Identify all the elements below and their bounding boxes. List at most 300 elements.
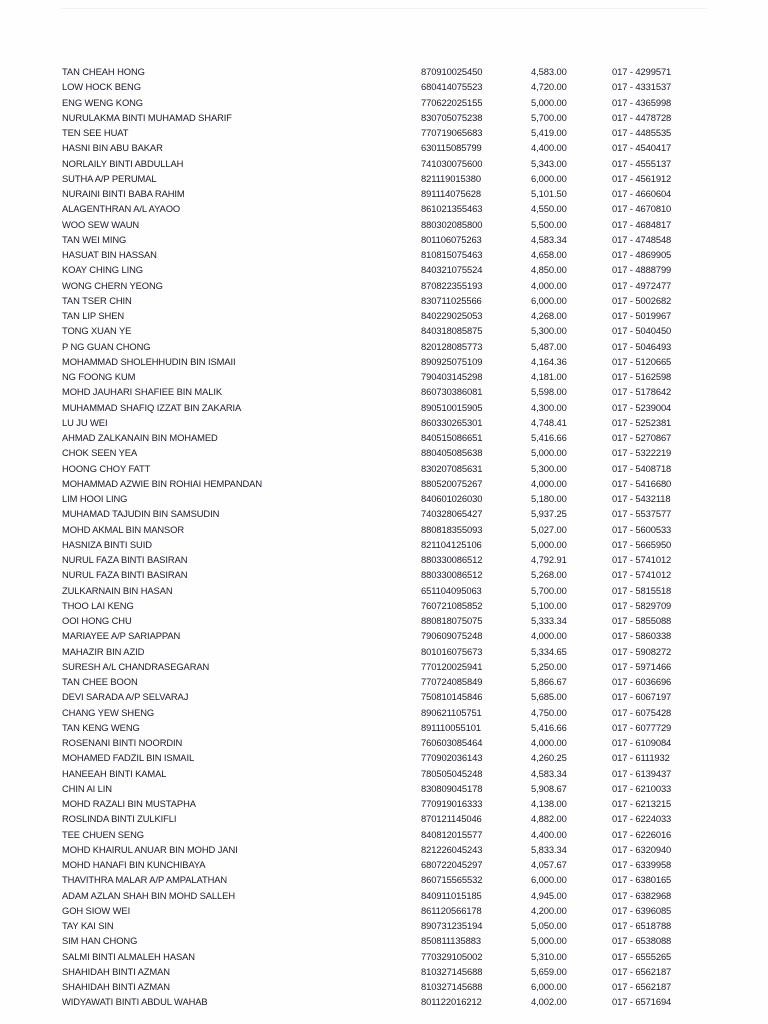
row-account-number: 017 - 6067197 — [612, 691, 672, 703]
table-row — [0, 628, 768, 643]
table-row — [0, 506, 768, 521]
row-amount: 5,419.00 — [531, 127, 567, 138]
row-name: MOHD RAZALI BIN MUSTAPHA — [62, 798, 196, 809]
row-amount: 5,700.00 — [531, 111, 567, 123]
table-row — [0, 766, 768, 781]
row-amount: 4,750.00 — [531, 706, 567, 718]
row-name: DEVI SARADA A/P SELVARAJ — [62, 691, 189, 703]
row-account-number: 017 - 5178642 — [612, 386, 672, 398]
row-amount: 5,180.00 — [531, 493, 567, 504]
row-name: AHMAD ZALKANAIN BIN MOHAMED — [62, 432, 218, 443]
row-account-number: 017 - 5908272 — [612, 645, 672, 657]
row-ic-number: 770120025941 — [421, 660, 483, 672]
row-name: HANEEAH BINTI KAMAL — [62, 767, 167, 779]
table-row — [0, 872, 768, 887]
row-name: CHOK SEEN YEA — [62, 447, 138, 459]
row-account-number: 017 - 4660604 — [612, 188, 672, 199]
row-name: THOO LAI KENG — [62, 599, 134, 611]
row-amount: 4,882.00 — [531, 813, 567, 825]
row-amount: 5,416.66 — [531, 721, 567, 733]
row-name: ROSENANI BINTI NOORDIN — [62, 737, 183, 748]
row-name: MARIAYEE A/P SARIAPPAN — [62, 630, 181, 642]
row-account-number: 017 - 5600533 — [612, 523, 672, 535]
row-account-number: 017 - 6077729 — [612, 721, 672, 733]
row-ic-number: 801106075263 — [421, 233, 482, 245]
row-amount: 5,908.67 — [531, 782, 567, 794]
row-account-number: 017 - 4972477 — [612, 279, 672, 291]
row-amount: 5,937.25 — [531, 508, 567, 520]
row-name: TAN CHEAH HONG — [62, 66, 145, 77]
row-ic-number: 890510015905 — [421, 401, 483, 413]
row-account-number: 017 - 6538088 — [612, 935, 672, 947]
row-name: NURULAKMA BINTI MUHAMAD SHARIF — [62, 111, 232, 123]
row-amount: 5,833.34 — [531, 843, 567, 855]
row-name: TAN LIP SHEN — [62, 310, 125, 321]
row-name: WONG CHERN YEONG — [62, 279, 163, 291]
table-row — [0, 125, 768, 140]
table-row — [0, 140, 768, 155]
row-amount: 4,000.00 — [531, 737, 567, 748]
row-ic-number: 760721085852 — [421, 599, 483, 611]
row-ic-number: 880818355093 — [421, 523, 483, 535]
table-row — [0, 232, 768, 247]
row-account-number: 017 - 5019967 — [612, 310, 672, 321]
table-row — [0, 567, 768, 582]
row-account-number: 017 - 6382968 — [612, 889, 672, 901]
table-row — [0, 369, 768, 384]
row-name: SHAHIDAH BINTI AZMAN — [62, 981, 170, 992]
row-amount: 5,333.34 — [531, 615, 567, 626]
row-amount: 4,550.00 — [531, 203, 567, 215]
row-ic-number: 790403145298 — [421, 371, 483, 382]
row-account-number: 017 - 5829709 — [612, 599, 672, 611]
row-amount: 5,268.00 — [531, 569, 567, 581]
table-row — [0, 262, 768, 277]
row-name: WIDYAWATI BINTI ABDUL WAHAB — [62, 996, 208, 1008]
row-ic-number: 870121145046 — [421, 813, 482, 825]
row-name: P NG GUAN CHONG — [62, 340, 151, 352]
row-amount: 4,400.00 — [531, 828, 567, 840]
row-account-number: 017 - 6562187 — [612, 981, 672, 992]
table-row — [0, 476, 768, 491]
row-name: HASNI BIN ABU BAKAR — [62, 142, 163, 154]
row-name: ZULKARNAIN BIN HASAN — [62, 584, 173, 596]
row-ic-number: 880302085800 — [421, 218, 483, 230]
row-amount: 4,583.00 — [531, 66, 567, 77]
table-row — [0, 705, 768, 720]
row-account-number: 017 - 5741012 — [612, 554, 672, 565]
row-name: HOONG CHOY FATT — [62, 462, 151, 474]
row-amount: 5,300.00 — [531, 325, 567, 337]
row-amount: 4,792.91 — [531, 554, 567, 565]
row-amount: 5,416.66 — [531, 432, 567, 443]
row-account-number: 017 - 6571694 — [612, 996, 672, 1008]
row-ic-number: 821104125106 — [421, 538, 482, 550]
row-amount: 5,500.00 — [531, 218, 567, 230]
row-name: SHAHIDAH BINTI AZMAN — [62, 965, 170, 977]
table-row — [0, 583, 768, 598]
records-list — [0, 64, 768, 1010]
row-account-number: 017 - 6213215 — [612, 798, 672, 809]
row-amount: 5,027.00 — [531, 523, 567, 535]
row-account-number: 017 - 5860338 — [612, 630, 672, 642]
row-account-number: 017 - 4555137 — [612, 157, 672, 169]
row-account-number: 017 - 4331537 — [612, 81, 672, 93]
table-row — [0, 903, 768, 918]
row-account-number: 017 - 6555265 — [612, 950, 672, 962]
row-name: NURUL FAZA BINTI BASIRAN — [62, 554, 188, 565]
row-name: MOHD KHAIRUL ANUAR BIN MOHD JANI — [62, 843, 238, 855]
row-ic-number: 880330086512 — [421, 569, 483, 581]
row-account-number: 017 - 6210033 — [612, 782, 672, 794]
table-row — [0, 278, 768, 293]
row-amount: 4,720.00 — [531, 81, 567, 93]
row-amount: 4,138.00 — [531, 798, 567, 809]
row-ic-number: 821226045243 — [421, 843, 483, 855]
row-ic-number: 770919016333 — [421, 798, 483, 809]
table-row — [0, 735, 768, 750]
table-row — [0, 979, 768, 994]
table-row — [0, 750, 768, 765]
table-row — [0, 217, 768, 232]
row-ic-number: 780505045248 — [421, 767, 483, 779]
row-ic-number: 770329105002 — [421, 950, 483, 962]
row-ic-number: 840812015577 — [421, 828, 483, 840]
row-ic-number: 830705075238 — [421, 111, 483, 123]
row-name: SURESH A/L CHANDRASEGARAN — [62, 660, 210, 672]
row-ic-number: 810327145688 — [421, 981, 483, 992]
row-name: ROSLINDA BINTI ZULKIFLI — [62, 813, 177, 825]
row-account-number: 017 - 5815518 — [612, 584, 672, 596]
row-name: MAHAZIR BIN AZID — [62, 645, 145, 657]
row-ic-number: 861021355463 — [421, 203, 483, 215]
table-row — [0, 308, 768, 323]
row-account-number: 017 - 4748548 — [612, 233, 672, 245]
row-amount: 5,487.00 — [531, 340, 567, 352]
row-amount: 5,000.00 — [531, 935, 567, 947]
row-amount: 4,260.25 — [531, 752, 567, 764]
row-ic-number: 801016075673 — [421, 645, 483, 657]
row-ic-number: 760603085464 — [421, 737, 483, 748]
row-account-number: 017 - 5416680 — [612, 477, 672, 489]
row-ic-number: 790609075248 — [421, 630, 483, 642]
row-ic-number: 840318085875 — [421, 325, 483, 337]
row-ic-number: 770902036143 — [421, 752, 483, 764]
row-ic-number: 820128085773 — [421, 340, 483, 352]
row-amount: 4,181.00 — [531, 371, 567, 382]
row-account-number: 017 - 5408718 — [612, 462, 672, 474]
row-amount: 4,200.00 — [531, 904, 567, 916]
row-account-number: 017 - 6224033 — [612, 813, 672, 825]
row-ic-number: 741030075600 — [421, 157, 483, 169]
table-row — [0, 430, 768, 445]
table-row — [0, 79, 768, 94]
row-ic-number: 770622025155 — [421, 96, 483, 108]
table-row — [0, 994, 768, 1009]
row-ic-number: 861120566178 — [421, 904, 482, 916]
row-name: MUHAMAD TAJUDIN BIN SAMSUDIN — [62, 508, 220, 520]
row-ic-number: 680414075523 — [421, 81, 483, 93]
row-account-number: 017 - 4561912 — [612, 172, 672, 184]
table-row — [0, 339, 768, 354]
row-name: LIM HOOI LING — [62, 493, 128, 504]
row-ic-number: 860730386081 — [421, 386, 483, 398]
row-amount: 5,598.00 — [531, 386, 567, 398]
row-account-number: 017 - 5046493 — [612, 340, 672, 352]
row-amount: 5,659.00 — [531, 965, 567, 977]
row-account-number: 017 - 4869905 — [612, 249, 672, 260]
row-name: MOHD HANAFI BIN KUNCHIBAYA — [62, 859, 206, 870]
row-ic-number: 840911015185 — [421, 889, 482, 901]
table-row — [0, 323, 768, 338]
table-row — [0, 689, 768, 704]
row-account-number: 017 - 5162598 — [612, 371, 672, 382]
row-name: OOI HONG CHU — [62, 615, 132, 626]
row-account-number: 017 - 4485535 — [612, 127, 672, 138]
table-row — [0, 720, 768, 735]
row-ic-number: 870822355193 — [421, 279, 483, 291]
row-account-number: 017 - 6139437 — [612, 767, 672, 779]
row-account-number: 017 - 5855088 — [612, 615, 672, 626]
row-ic-number: 750810145846 — [421, 691, 483, 703]
row-name: MUHAMMAD SHAFIQ IZZAT BIN ZAKARIA — [62, 401, 242, 413]
row-amount: 5,700.00 — [531, 584, 567, 596]
table-row — [0, 110, 768, 125]
row-amount: 5,334.65 — [531, 645, 567, 657]
row-account-number: 017 - 4888799 — [612, 264, 672, 276]
row-name: MOHAMMAD SHOLEHHUDIN BIN ISMAII — [62, 355, 236, 367]
row-account-number: 017 - 6396085 — [612, 904, 672, 916]
row-account-number: 017 - 5741012 — [612, 569, 672, 581]
row-ic-number: 770724085849 — [421, 676, 483, 687]
table-row — [0, 598, 768, 613]
table-row — [0, 842, 768, 857]
row-name: NORLAILY BINTI ABDULLAH — [62, 157, 184, 169]
row-amount: 6,000.00 — [531, 172, 567, 184]
row-account-number: 017 - 6320940 — [612, 843, 672, 855]
row-ic-number: 890731235194 — [421, 920, 483, 931]
row-name: TEN SEE HUAT — [62, 127, 129, 138]
table-row — [0, 537, 768, 552]
row-account-number: 017 - 5252381 — [612, 416, 672, 428]
row-amount: 6,000.00 — [531, 981, 567, 992]
row-account-number: 017 - 5537577 — [612, 508, 672, 520]
row-amount: 4,400.00 — [531, 142, 567, 154]
row-name: ADAM AZLAN SHAH BIN MOHD SALLEH — [62, 889, 235, 901]
table-row — [0, 796, 768, 811]
row-name: HASNIZA BINTI SUID — [62, 538, 152, 550]
row-ic-number: 890621105751 — [421, 706, 482, 718]
row-ic-number: 801122016212 — [421, 996, 482, 1008]
table-row — [0, 354, 768, 369]
row-ic-number: 840601026030 — [421, 493, 483, 504]
row-amount: 5,250.00 — [531, 660, 567, 672]
table-row — [0, 811, 768, 826]
row-amount: 4,268.00 — [531, 310, 567, 321]
table-row — [0, 552, 768, 567]
table-row — [0, 247, 768, 262]
row-amount: 5,300.00 — [531, 462, 567, 474]
row-amount: 4,850.00 — [531, 264, 567, 276]
row-ic-number: 830711025566 — [421, 294, 482, 306]
row-amount: 4,000.00 — [531, 477, 567, 489]
row-ic-number: 870910025450 — [421, 66, 483, 77]
row-account-number: 017 - 6075428 — [612, 706, 672, 718]
row-amount: 4,164.36 — [531, 355, 567, 367]
row-account-number: 017 - 6562187 — [612, 965, 672, 977]
row-amount: 4,057.67 — [531, 859, 567, 870]
row-account-number: 017 - 4299571 — [612, 66, 672, 77]
row-name: TAN CHEE BOON — [62, 676, 138, 687]
table-row — [0, 156, 768, 171]
row-account-number: 017 - 6518788 — [612, 920, 672, 931]
table-row — [0, 384, 768, 399]
table-row — [0, 964, 768, 979]
row-amount: 4,000.00 — [531, 279, 567, 291]
row-account-number: 017 - 5322219 — [612, 447, 672, 459]
row-account-number: 017 - 6226016 — [612, 828, 672, 840]
row-name: TAY KAI SIN — [62, 920, 114, 931]
row-amount: 5,050.00 — [531, 920, 567, 931]
row-name: CHANG YEW SHENG — [62, 706, 155, 718]
row-name: MOHD JAUHARI SHAFIEE BIN MALIK — [62, 386, 223, 398]
row-name: ENG WENG KONG — [62, 96, 143, 108]
row-ic-number: 880818075075 — [421, 615, 483, 626]
row-ic-number: 830207085631 — [421, 462, 483, 474]
table-row — [0, 918, 768, 933]
row-ic-number: 860330265301 — [421, 416, 483, 428]
page-top-edge — [60, 8, 708, 19]
row-amount: 5,100.00 — [531, 599, 567, 611]
row-amount: 5,866.67 — [531, 676, 567, 687]
row-name: WOO SEW WAUN — [62, 218, 140, 230]
table-row — [0, 949, 768, 964]
row-name: NURUL FAZA BINTI BASIRAN — [62, 569, 188, 581]
table-row — [0, 293, 768, 308]
row-account-number: 017 - 5239004 — [612, 401, 672, 413]
row-ic-number: 840515086651 — [421, 432, 483, 443]
row-name: MOHAMMAD AZWIE BIN ROHIAI HEMPANDAN — [62, 477, 262, 489]
row-ic-number: 830809045178 — [421, 782, 483, 794]
row-ic-number: 840321075524 — [421, 264, 483, 276]
row-account-number: 017 - 5120665 — [612, 355, 672, 367]
row-amount: 4,002.00 — [531, 996, 567, 1008]
row-name: LOW HOCK BENG — [62, 81, 141, 93]
table-row — [0, 522, 768, 537]
row-name: TEE CHUEN SENG — [62, 828, 144, 840]
table-row — [0, 674, 768, 689]
table-row — [0, 400, 768, 415]
row-name: TAN KENG WENG — [62, 721, 140, 733]
row-ic-number: 880520075267 — [421, 477, 483, 489]
row-amount: 5,685.00 — [531, 691, 567, 703]
row-name: SUTHA A/P PERUMAL — [62, 172, 157, 184]
row-account-number: 017 - 6339958 — [612, 859, 672, 870]
row-amount: 5,101.50 — [531, 188, 567, 199]
row-name: MOHD AKMAL BIN MANSOR — [62, 523, 185, 535]
table-row — [0, 186, 768, 201]
row-account-number: 017 - 6036696 — [612, 676, 672, 687]
table-row — [0, 415, 768, 430]
row-account-number: 017 - 5971466 — [612, 660, 672, 672]
row-account-number: 017 - 5002682 — [612, 294, 672, 306]
row-ic-number: 890925075109 — [421, 355, 483, 367]
row-account-number: 017 - 5432118 — [612, 493, 671, 504]
table-row — [0, 613, 768, 628]
row-ic-number: 891114075628 — [421, 188, 481, 199]
row-ic-number: 651104095063 — [421, 584, 482, 596]
row-name: TAN WEI MING — [62, 233, 127, 245]
row-name: MOHAMED FADZIL BIN ISMAIL — [62, 752, 195, 764]
table-row — [0, 857, 768, 872]
row-name: NG FOONG KUM — [62, 371, 136, 382]
row-ic-number: 680722045297 — [421, 859, 483, 870]
row-account-number: 017 - 4365998 — [612, 96, 672, 108]
table-row — [0, 64, 768, 79]
row-account-number: 017 - 4684817 — [612, 218, 672, 230]
table-row — [0, 781, 768, 796]
row-name: TONG XUAN YE — [62, 325, 132, 337]
row-name: THAVITHRA MALAR A/P AMPALATHAN — [62, 874, 228, 886]
table-row — [0, 644, 768, 659]
row-ic-number: 840229025053 — [421, 310, 483, 321]
row-amount: 4,748.41 — [531, 416, 567, 428]
row-amount: 4,945.00 — [531, 889, 567, 901]
row-name: ALAGENTHRAN A/L AYAOO — [62, 203, 181, 215]
row-ic-number: 860715565532 — [421, 874, 483, 886]
table-row — [0, 827, 768, 842]
row-account-number: 017 - 4478728 — [612, 111, 672, 123]
row-amount: 4,300.00 — [531, 401, 567, 413]
row-amount: 5,000.00 — [531, 538, 567, 550]
row-name: LU JU WEI — [62, 416, 108, 428]
row-name: KOAY CHING LING — [62, 264, 143, 276]
row-name: CHIN AI LIN — [62, 782, 112, 794]
row-amount: 5,343.00 — [531, 157, 567, 169]
row-amount: 5,000.00 — [531, 96, 567, 108]
table-row — [0, 171, 768, 186]
row-name: NURAINI BINTI BABA RAHIM — [62, 188, 185, 199]
row-name: TAN TSER CHIN — [62, 294, 132, 306]
row-ic-number: 630115085799 — [421, 142, 482, 154]
row-amount: 6,000.00 — [531, 294, 567, 306]
row-ic-number: 740328065427 — [421, 508, 483, 520]
row-name: GOH SIOW WEI — [62, 904, 131, 916]
row-ic-number: 810327145688 — [421, 965, 483, 977]
table-row — [0, 491, 768, 506]
table-row — [0, 888, 768, 903]
row-ic-number: 810815075463 — [421, 249, 483, 260]
row-amount: 4,658.00 — [531, 249, 567, 260]
row-account-number: 017 - 6380165 — [612, 874, 672, 886]
row-amount: 4,583.34 — [531, 233, 567, 245]
table-row — [0, 95, 768, 110]
row-account-number: 017 - 5665950 — [612, 538, 672, 550]
row-name: SALMI BINTI ALMALEH HASAN — [62, 950, 195, 962]
row-account-number: 017 - 4540417 — [612, 142, 672, 154]
row-name: HASUAT BIN HASSAN — [62, 249, 157, 260]
row-amount: 4,000.00 — [531, 630, 567, 642]
row-amount: 6,000.00 — [531, 874, 567, 886]
table-row — [0, 201, 768, 216]
row-account-number: 017 - 6111932 — [612, 752, 670, 764]
row-ic-number: 770719065683 — [421, 127, 483, 138]
table-row — [0, 461, 768, 476]
row-ic-number: 880330086512 — [421, 554, 483, 565]
row-account-number: 017 - 6109084 — [612, 737, 672, 748]
table-row — [0, 445, 768, 460]
row-amount: 5,310.00 — [531, 950, 567, 962]
